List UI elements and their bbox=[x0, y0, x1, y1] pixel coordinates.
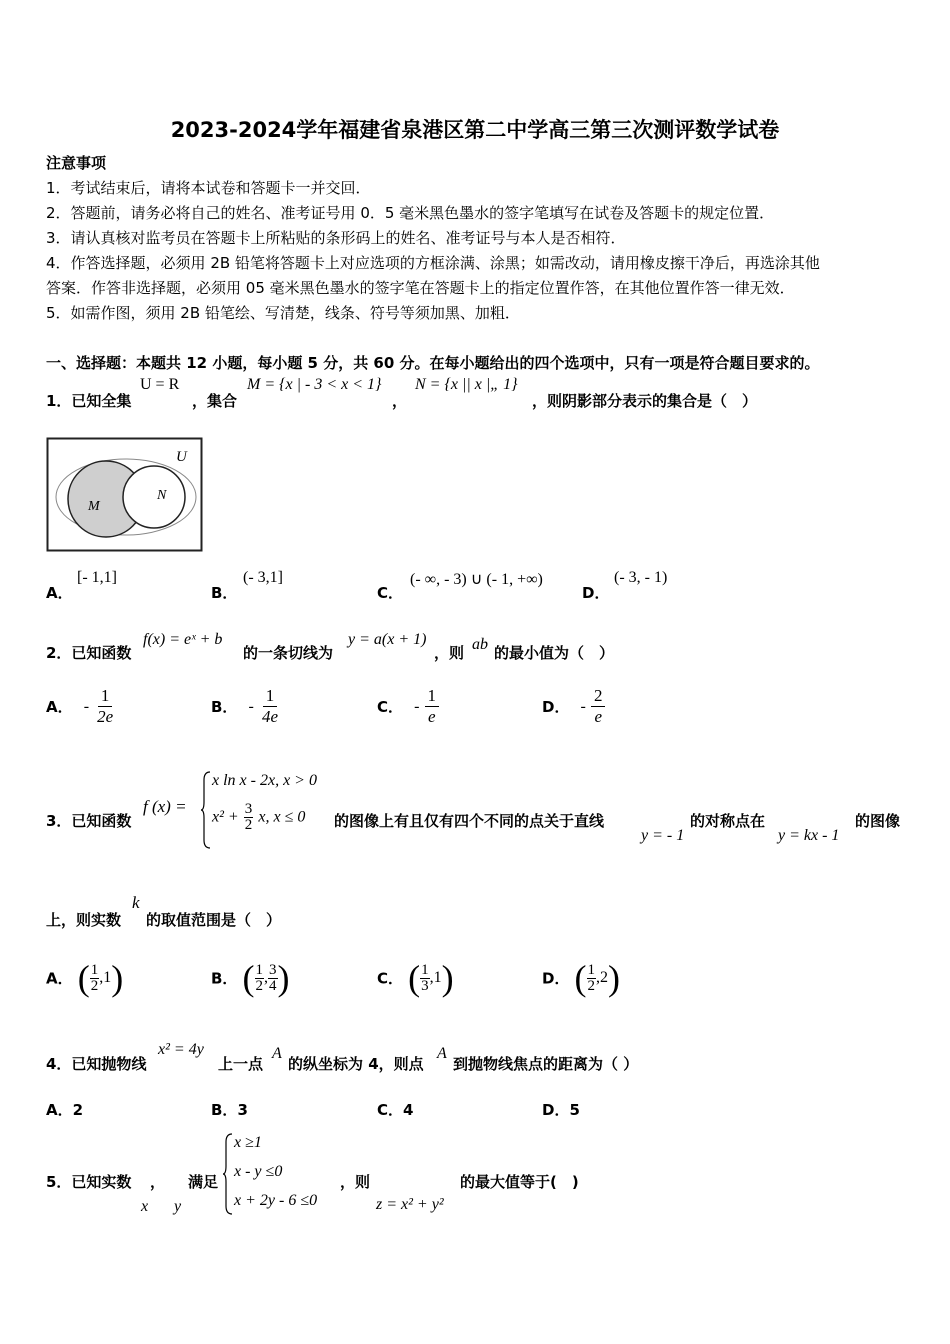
q2-text: 的最小值为（ ） bbox=[494, 644, 615, 662]
venn-diagram bbox=[46, 437, 204, 553]
q1-universal-set: U = R bbox=[140, 376, 180, 393]
q3-option-d-label: D． bbox=[542, 969, 570, 988]
q3-text: 上，则实数 bbox=[46, 911, 122, 929]
q5-text: ，则 bbox=[340, 1173, 371, 1191]
paren: ) bbox=[111, 958, 124, 998]
q3-option-a-label: A． bbox=[46, 969, 73, 988]
paren: ( bbox=[408, 958, 421, 998]
q5-constraint-1: x ≥1 bbox=[234, 1134, 262, 1151]
paren: ( bbox=[574, 958, 587, 998]
q5-constraint-2: x - y ≤0 bbox=[234, 1163, 283, 1180]
q2-option-b[interactable] bbox=[211, 686, 281, 727]
q2-text: 的一条切线为 bbox=[243, 644, 334, 662]
q3-option-c-label: C． bbox=[377, 969, 404, 988]
q4-option-b[interactable] bbox=[211, 1099, 248, 1120]
q5-text: 满足 bbox=[188, 1173, 219, 1191]
q3-case2-part: x² + bbox=[212, 808, 239, 826]
q4-option-b-label: B． bbox=[211, 1101, 238, 1119]
q1-option-c-value: (- ∞, - 3) ∪ (- 1, +∞) bbox=[410, 571, 543, 588]
q3-k: k bbox=[132, 893, 140, 912]
q3-option-a-upper: 1 bbox=[103, 969, 112, 986]
q2-option-a-fraction: $\frac{1}{2e}$ bbox=[97, 686, 114, 726]
q1-option-a-label[interactable]: A． bbox=[46, 584, 73, 602]
q3-line-2: y = kx - 1 bbox=[778, 827, 840, 844]
minus-sign: - bbox=[580, 697, 586, 715]
q4-text: 的纵坐标为 4，则点 bbox=[288, 1055, 424, 1073]
minus-sign: - bbox=[83, 697, 90, 715]
q3-option-b-fraction-1: $\frac{1}{2}$ bbox=[255, 961, 264, 994]
q1-option-b-label[interactable]: B． bbox=[211, 584, 238, 602]
q3-option-c-upper: 1 bbox=[433, 969, 442, 986]
q2-option-d-label: D． bbox=[542, 698, 570, 716]
q3-option-d[interactable]: D． ( $\frac{1}{2}$ ,2) bbox=[542, 958, 621, 998]
q2-text: ，则 bbox=[434, 644, 465, 662]
q2-function: f(x) = eˣ + b bbox=[143, 631, 223, 648]
notice-item: 3．请认真核对监考员在答题卡上所粘贴的条形码上的姓名、准考证号与本人是否相符． bbox=[46, 229, 626, 247]
notice-item: 4．作答选择题，必须用 2B 铅笔将答题卡上对应选项的方框涂满、涂黑；如需改动，请用橡皮擦干净后，再选涂其他 bbox=[46, 254, 820, 272]
q5-text: ， bbox=[150, 1173, 166, 1191]
q3-line-1: y = - 1 bbox=[641, 827, 685, 844]
q5-objective: z = x² + y² bbox=[376, 1196, 444, 1213]
q1-set-m: M = {x | - 3 < x < 1} bbox=[247, 376, 382, 393]
q4-option-c[interactable] bbox=[377, 1099, 413, 1120]
q4-option-d[interactable] bbox=[542, 1099, 580, 1120]
q3-text: 的对称点在 bbox=[690, 812, 766, 830]
q3-brace bbox=[200, 770, 212, 850]
q4-text: 4．已知抛物线 bbox=[46, 1055, 147, 1073]
q3-option-c-fraction: $\frac{1}{3}$ bbox=[421, 961, 429, 994]
q2-ab: ab bbox=[472, 636, 488, 653]
paren: ( bbox=[77, 958, 90, 998]
q4-option-b-value: 3 bbox=[237, 1101, 248, 1119]
venn-label-m: M bbox=[88, 499, 100, 514]
q3-option-a[interactable]: A． ( $\frac{1}{2}$ ,1) bbox=[46, 958, 124, 998]
q1-option-a-value: [- 1,1] bbox=[77, 569, 117, 586]
q2-option-c[interactable] bbox=[377, 686, 439, 727]
q1-text: ，则阴影部分表示的集合是（ ） bbox=[532, 392, 758, 410]
q3-case1: x ln x - 2x, x > 0 bbox=[212, 772, 317, 789]
paren: ) bbox=[277, 958, 290, 998]
venn-circle-n bbox=[123, 466, 185, 528]
q3-text: 的图像上有且仅有四个不同的点关于直线 bbox=[334, 812, 605, 830]
q3-case2-part: x, x ≤ 0 bbox=[258, 808, 306, 826]
q4-option-c-label: C． bbox=[377, 1101, 404, 1119]
q1-set-n: N = {x || x |„ 1} bbox=[415, 376, 518, 393]
paren: ) bbox=[608, 958, 621, 998]
q4-option-d-value: 5 bbox=[569, 1101, 580, 1119]
q2-option-a[interactable] bbox=[46, 686, 116, 727]
q3-option-b[interactable]: B． ( $\frac{1}{2}$ , $\frac{3}{4}$ ) bbox=[211, 958, 290, 998]
q2-option-b-fraction: $\frac{1}{4e}$ bbox=[261, 686, 278, 726]
q1-text: ， bbox=[392, 392, 408, 410]
notice-item: 1．考试结束后，请将本试卷和答题卡一并交回． bbox=[46, 179, 371, 197]
notice-item: 5．如需作图，须用 2B 铅笔绘、写清楚，线条、符号等须加黑、加粗． bbox=[46, 304, 520, 322]
notice-item: 答案．作答非选择题，必须用 05 毫米黑色墨水的签字笔在答题卡上的指定位置作答，在其他位置作答一律无效． bbox=[46, 279, 795, 297]
minus-sign: - bbox=[414, 697, 420, 715]
notice-heading: 注意事项 bbox=[46, 154, 107, 172]
q1-option-b-value: (- 3,1] bbox=[243, 569, 283, 586]
notice-item: 2．答题前，请务必将自己的姓名、准考证号用 0．5 毫米黑色墨水的签字笔填写在试卷及答题卡的规定位置． bbox=[46, 204, 775, 222]
q3-option-d-fraction: $\frac{1}{2}$ bbox=[587, 961, 596, 994]
q3-option-d-upper: 2 bbox=[600, 969, 609, 986]
q4-option-c-value: 4 bbox=[403, 1101, 414, 1119]
q3-option-c[interactable]: C． ( $\frac{1}{3}$ ,1) bbox=[377, 958, 454, 998]
q3-text: 3．已知函数 bbox=[46, 812, 132, 830]
q3-fx: f (x) = bbox=[143, 797, 187, 816]
q1-text: ，集合 bbox=[192, 392, 238, 410]
q3-text: 的取值范围是（ ） bbox=[146, 911, 282, 929]
q5-var-x: x bbox=[141, 1198, 149, 1215]
q2-option-d-fraction: $\frac{2}{e}$ bbox=[591, 686, 606, 727]
q2-option-a-label: A． bbox=[46, 698, 73, 716]
q2-option-b-label: B． bbox=[211, 698, 238, 716]
venn-label-u: U bbox=[176, 449, 187, 465]
minus-sign: - bbox=[248, 697, 254, 715]
q1-option-d-value: (- 3, - 1) bbox=[614, 569, 668, 586]
venn-label-n: N bbox=[157, 488, 167, 503]
q2-option-d[interactable] bbox=[542, 686, 605, 727]
q5-constraint-3: x + 2y - 6 ≤0 bbox=[234, 1192, 318, 1209]
q3-option-b-fraction-2: $\frac{3}{4}$ bbox=[269, 961, 277, 994]
q4-point-a: A bbox=[437, 1045, 447, 1062]
q4-parabola: x² = 4y bbox=[158, 1041, 204, 1058]
q1-text: 1．已知全集 bbox=[46, 392, 132, 410]
paren: ) bbox=[441, 958, 454, 998]
q4-text: 到抛物线焦点的距离为（ ） bbox=[453, 1055, 639, 1073]
q3-case2 bbox=[212, 802, 305, 833]
q3-option-a-fraction: $\frac{1}{2}$ bbox=[90, 961, 99, 994]
q4-option-a[interactable] bbox=[46, 1099, 83, 1120]
q2-option-c-fraction: $\frac{1}{e}$ bbox=[425, 686, 440, 727]
q5-text: 5．已知实数 bbox=[46, 1173, 132, 1191]
q4-option-d-label: D． bbox=[542, 1101, 570, 1119]
q3-option-b-label: B． bbox=[211, 969, 238, 988]
q1-option-d-label[interactable]: D． bbox=[582, 584, 610, 602]
q4-option-a-label: A． bbox=[46, 1101, 73, 1119]
q5-brace bbox=[222, 1132, 234, 1216]
q1-option-c-label[interactable]: C． bbox=[377, 584, 404, 602]
q4-option-a-value: 2 bbox=[72, 1101, 84, 1119]
q2-option-c-label: C． bbox=[377, 698, 404, 716]
q5-text: 的最大值等于( ) bbox=[460, 1173, 579, 1191]
page-title: 2023-2024学年福建省泉港区第二中学高三第三次测评数学试卷 bbox=[170, 118, 780, 142]
q2-text: 2．已知函数 bbox=[46, 644, 132, 662]
q5-var-y: y bbox=[174, 1198, 182, 1215]
q4-text: 上一点 bbox=[218, 1055, 264, 1073]
q2-tangent-line: y = a(x + 1) bbox=[348, 631, 427, 648]
section-heading: 一、选择题：本题共 12 小题，每小题 5 分，共 60 分。在每小题给出的四个选项中，只有一项是符合题目要求的。 bbox=[46, 354, 820, 372]
q3-text: 的图像 bbox=[855, 812, 901, 830]
paren: ( bbox=[242, 958, 255, 998]
q3-case2-fraction: $\frac{3}{2}$ bbox=[244, 801, 253, 833]
q4-point-a: A bbox=[272, 1045, 282, 1062]
